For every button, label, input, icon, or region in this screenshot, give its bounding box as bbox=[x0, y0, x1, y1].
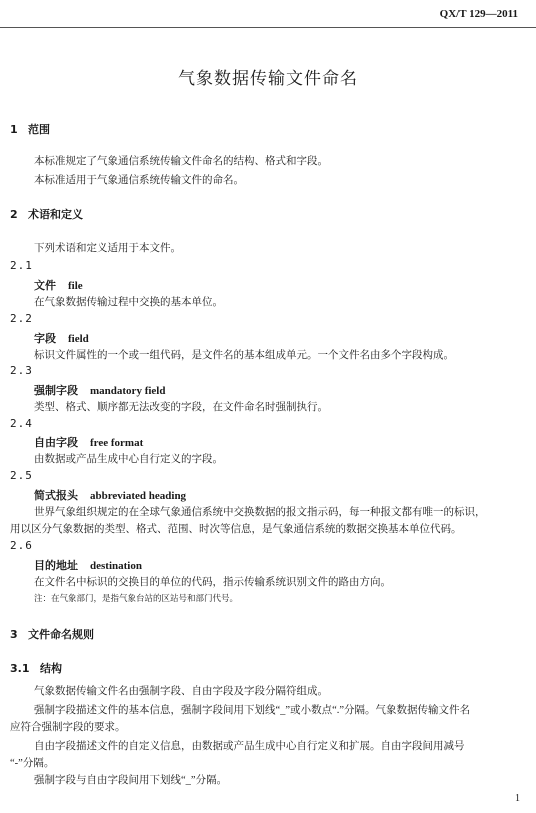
subsection-3-1-heading bbox=[10, 660, 62, 676]
term-definition: 世界气象组织规定的在全球气象通信系统中交换数据的报文指示码，每一种报文都有唯一的标识， bbox=[34, 507, 486, 518]
paragraph: 应符合强制字段的要求。 bbox=[10, 722, 126, 733]
paragraph: 气象数据传输文件名由强制字段、自由字段及字段分隔符组成。 bbox=[34, 686, 328, 697]
note: 注：在气象部门，是指气象台站的区站号和部门代号。 bbox=[34, 593, 239, 603]
term-cn: 字段 bbox=[34, 332, 56, 345]
term-heading bbox=[34, 434, 143, 450]
term-en: destination bbox=[90, 560, 142, 572]
section-number: 1 bbox=[10, 123, 18, 136]
page-number: 1 bbox=[515, 793, 520, 804]
term-definition: 标识文件属性的一个或一组代码，是文件名的基本组成单元。一个文件名由多个字段构成。 bbox=[34, 350, 454, 361]
term-definition: 类型、格式、顺序都无法改变的字段，在文件命名时强制执行。 bbox=[34, 402, 328, 413]
section-title: 文件命名规则 bbox=[28, 628, 94, 641]
term-heading bbox=[34, 487, 186, 503]
term-definition: 用以区分气象数据的类型、格式、范围、时次等信息，是气象通信系统的数据交换基本单位代码。 bbox=[10, 524, 462, 535]
paragraph: 强制字段与自由字段间用下划线“_”分隔。 bbox=[34, 775, 228, 786]
section-3-heading bbox=[10, 626, 94, 642]
term-heading bbox=[34, 557, 142, 573]
term-cn: 文件 bbox=[34, 279, 56, 292]
paragraph: 下列术语和定义适用于本文件。 bbox=[34, 243, 181, 254]
term-number: 2.6 bbox=[10, 539, 33, 552]
standard-code-header: QX/T 129—2011 bbox=[439, 8, 518, 20]
section-number: 3 bbox=[10, 628, 18, 641]
term-heading bbox=[34, 330, 89, 346]
term-en: field bbox=[68, 333, 89, 345]
term-number: 2.5 bbox=[10, 469, 33, 482]
term-cn: 自由字段 bbox=[34, 436, 78, 449]
header-rule bbox=[0, 27, 536, 28]
paragraph: “-”分隔。 bbox=[10, 758, 55, 769]
section-2-heading bbox=[10, 206, 83, 222]
term-definition: 由数据或产品生成中心自行定义的字段。 bbox=[34, 454, 223, 465]
term-number: 2.1 bbox=[10, 259, 33, 272]
section-number: 2 bbox=[10, 208, 18, 221]
term-cn: 目的地址 bbox=[34, 559, 78, 572]
term-heading bbox=[34, 277, 83, 293]
term-heading bbox=[34, 382, 165, 398]
term-number: 2.2 bbox=[10, 312, 33, 325]
term-en: free format bbox=[90, 437, 144, 449]
paragraph: 本标准适用于气象通信系统传输文件的命名。 bbox=[34, 175, 244, 186]
term-cn: 简式报头 bbox=[34, 489, 78, 502]
term-definition: 在气象数据传输过程中交换的基本单位。 bbox=[34, 297, 223, 308]
term-number: 2.3 bbox=[10, 364, 33, 377]
term-en: file bbox=[68, 280, 83, 292]
term-en: mandatory field bbox=[90, 385, 166, 397]
section-1-heading bbox=[10, 121, 50, 137]
subsection-title: 结构 bbox=[40, 662, 62, 675]
document-title: 气象数据传输文件命名 bbox=[178, 69, 358, 89]
subsection-number: 3.1 bbox=[10, 662, 30, 675]
paragraph: 强制字段描述文件的基本信息，强制字段间用下划线“_”或小数点“.”分隔。气象数据传输文件名 bbox=[34, 705, 471, 716]
paragraph: 本标准规定了气象通信系统传输文件命名的结构、格式和字段。 bbox=[34, 156, 328, 167]
term-definition: 在文件名中标识的交换目的单位的代码，指示传输系统识别文件的路由方向。 bbox=[34, 577, 391, 588]
term-en: abbreviated heading bbox=[90, 490, 187, 502]
term-cn: 强制字段 bbox=[34, 384, 78, 397]
section-title: 术语和定义 bbox=[28, 208, 83, 221]
section-title: 范围 bbox=[28, 123, 50, 136]
term-number: 2.4 bbox=[10, 417, 33, 430]
paragraph: 自由字段描述文件的自定义信息，由数据或产品生成中心自行定义和扩展。自由字段间用减号 bbox=[34, 741, 465, 752]
